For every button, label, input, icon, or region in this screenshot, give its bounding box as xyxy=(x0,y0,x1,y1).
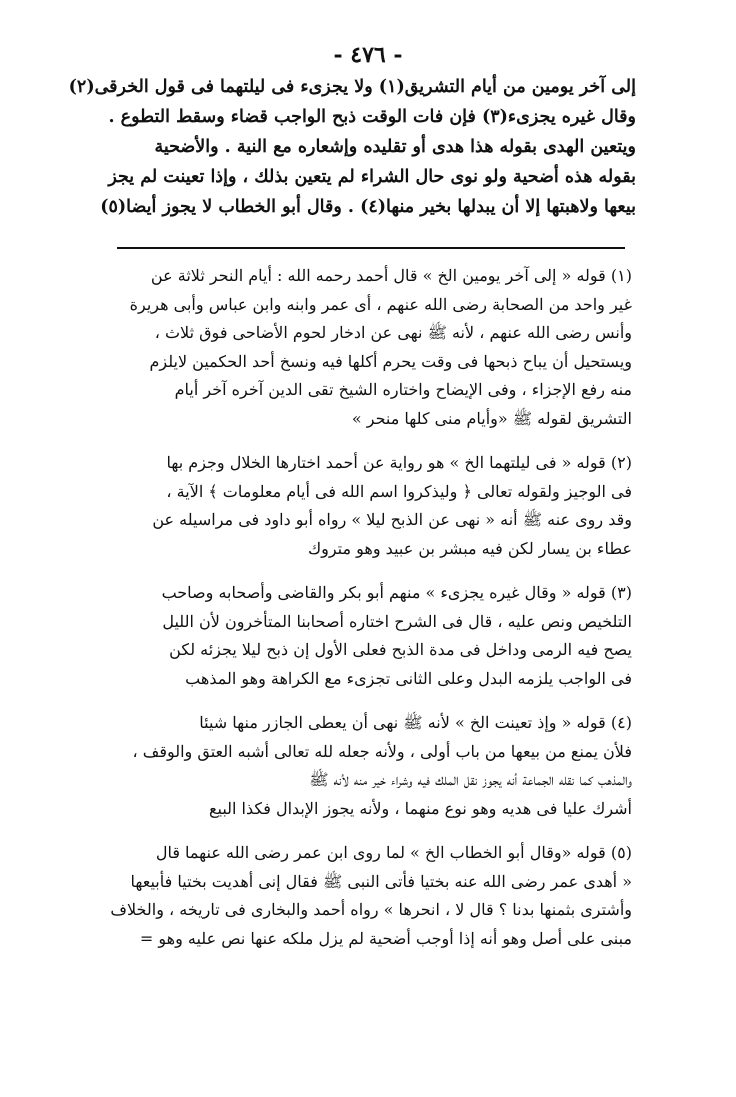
footnote-line: « أهدى عمر رضى الله عنه بختيا فأتى النبى ﷺ فقال إنى أهديت بختيا فأبيعها xyxy=(130,871,632,891)
footnote-line: (٥) قوله «وقال أبو الخطاب الخ » لما روى ابن عمر رضى الله عنهما قال xyxy=(155,843,632,862)
footnote-2 xyxy=(114,449,632,563)
footnote-line: غير واحد من الصحابة رضى الله عنهم ، أى عمر وابنه وابن عباس وأبى هريرة xyxy=(129,294,632,314)
footnote-line: (٤) قوله « وإذ تعينت الخ » لأنه ﷺ نهى أن يعطى الجازر منها شيئا xyxy=(199,713,632,732)
footnote-4 xyxy=(114,709,632,823)
footnote-line: وقد روى عنه ﷺ أنه « نهى عن الذبح ليلا » رواه أبو داود فى مراسيله عن xyxy=(152,510,632,529)
footnote-3 xyxy=(114,579,632,693)
footnote-divider xyxy=(117,247,625,249)
footnote-line: والمذهب كما نقله الجماعة أنه يجوز نقل الملك فيه وشراء خير منه لأنه ﷺ xyxy=(309,770,632,789)
footnote-line: التلخيص ونص عليه ، قال فى الشرح اختاره أصحابنا المتأخرون لأن الليل xyxy=(162,611,632,631)
main-text-line: ويتعين الهدى بقوله هذا هدى أو تقليده وإشعاره مع النية . والأضحية xyxy=(154,137,636,157)
main-text-block xyxy=(68,72,636,222)
main-text-line: إلى آخر يومين من أيام التشريق(١) ولا يجزىء فى ليلتهما فى قول الخرقى(٢) xyxy=(68,77,636,97)
footnote-line: عطاء بن يسار لكن فيه مبشر بن عبيد وهو متروك xyxy=(307,538,632,558)
footnote-line: منه رفع الإجزاء ، وفى الإيضاح واختاره الشيخ تقى الدين آخره آخر أيام xyxy=(174,380,632,399)
footnote-line: فى الوجيز ولقوله تعالى ﴿ وليذكروا اسم الله فى أيام معلومات ﴾ الآية ، xyxy=(166,481,632,501)
page-number: - ٤٧٦ - xyxy=(333,42,403,68)
footnote-line: فى الواجب يلزمه البدل وعلى الثانى تجزىء مع الكراهة وهو المذهب xyxy=(185,668,632,688)
footnote-line: (٢) قوله « فى ليلتهما الخ » هو رواية عن أحمد اختارها الخلال وجزم بها xyxy=(166,453,632,472)
footnote-line: التشريق لقوله ﷺ «وأيام منى كلها منحر » xyxy=(351,408,632,428)
main-text-line: وقال غيره يجزىء(٣) فإن فات الوقت ذبح الواجب قضاء وسقط التطوع . xyxy=(108,107,636,127)
footnotes-section xyxy=(110,262,632,969)
footnote-line: (١) قوله « إلى آخر يومين الخ » قال أحمد رحمه الله : أيام النحر ثلاثة عن xyxy=(150,266,632,285)
main-text-line: بقوله هذه أضحية ولو نوى حال الشراء لم يتعين بذلك ، وإذا تعينت لم يجز xyxy=(108,167,636,187)
footnote-line: أشرك عليا فى هديه وهو نوع منهما ، ولأنه يجوز الإبدال فكذا البيع xyxy=(208,798,632,818)
footnote-line: وأشترى بثمنها بدنا ؟ قال لا ، انحرها » رواه أحمد والبخارى فى تاريخه ، والخلاف xyxy=(110,900,632,919)
footnote-line: يصح فيه الرمى وداخل فى مدة الذبح فعلى الأول إن ذبح ليلا يجزئه لكن xyxy=(169,640,632,659)
footnote-line: (٣) قوله « وقال غيره يجزىء » منهم أبو بكر والقاضى وأصحابه وصاحب xyxy=(161,583,632,602)
footnote-line: مبنى على أصل وهو أنه إذا أوجب أضحية لم يزل ملكه عنها نص عليه وهو = xyxy=(139,928,632,948)
footnote-line: ويستحيل أن يباح ذبحها فى وقت يحرم أكلها فيه ونسخ أحد الحكمين لايلزم xyxy=(149,351,632,371)
main-text-line: بيعها ولاهبتها إلا أن يبدلها بخير منها(٤) . وقال أبو الخطاب لا يجوز أيضا(٥) xyxy=(100,197,636,217)
footnote-line: وأنس رضى الله عنهم ، لأنه ﷺ نهى عن ادخار لحوم الأضاحى فوق ثلاث ، xyxy=(154,323,632,342)
footnote-5 xyxy=(110,839,632,953)
footnote-1 xyxy=(114,262,632,433)
footnote-line: فلأن يمنع من بيعها من باب أولى ، ولأنه جعله لله تعالى أشبه العتق والوقف ، xyxy=(132,741,632,761)
